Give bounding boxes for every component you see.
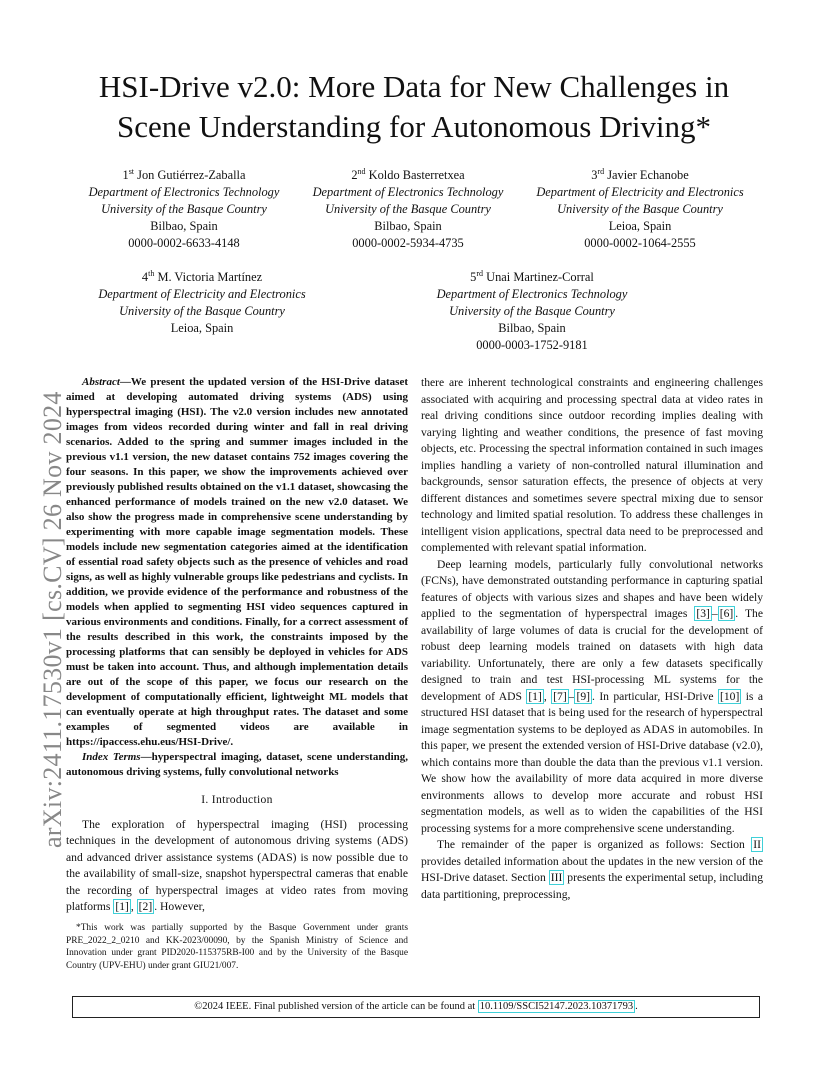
index-terms-text: —hyperspectral imaging, dataset, scene understanding, autonomous driving systems, fully convolutional networks bbox=[66, 751, 408, 778]
author-department: Department of Electricity and Electronics bbox=[98, 287, 306, 302]
author-city: Leioa, Spain bbox=[608, 219, 672, 234]
intro-paragraph-1: The exploration of hyperspectral imaging (HSI) processing techniques in the development of autonomous driving systems (ADS) and advanced driver assistance systems (ADAS) is now possible due to the availability of small-size, snapshot hyperspectral cameras that enable the recording of hyperspectral images at video rates from moving platforms [1] , [2] . However, bbox=[66, 817, 408, 913]
author-university: University of the Basque Country bbox=[101, 202, 267, 217]
section-heading-introduction: I. Introduction bbox=[201, 793, 273, 806]
paper-title bbox=[40, 67, 788, 147]
citation-link[interactable]: [10] bbox=[719, 689, 740, 703]
author-name: M. Victoria Martínez bbox=[157, 270, 263, 285]
abstract-text: —We present the updated version of the HSI-Drive dataset aimed at developing automated driving systems (ADS) using hyperspectral imaging (HSI). The v2.0 version includes new annotated images from videos recorded during winter and fall in real driving scenarios. Added to the spring and summer images included in the previous v1.1 version, the new dataset contains 752 images covering the four seasons. In this paper, we show the improvements achieved over previously published results obtained on the v1.1 dataset, showcasing the enhanced performance of models trained on the new v2.0 dataset. We also show the progress made in comprehensive scene understanding by experimenting with more capable image segmentation models. These models include new segmentation categories aimed at the identification of essential road safety objects such as the presence of vehicles and road signs, as well as highly vulnerable groups like pedestrians and cyclists. In addition, we provide evidence of the performance and robustness of the models when applied to segmenting HSI video sequences captured in various environments and conditions. Finally, for a correct assessment of the results described in this work, the constraints imposed by the processing platforms that can sensibly be deployed in vehicles for ADS must be taken into account. Thus, and although implementation details are out of the scope of this paper, we focus our research on the development of computationally efficient, lightweight ML models that can eventually operate at high throughput rates. The dataset and some examples of segmented videos are available in https://ipaccess.ehu.eus/HSI-Drive/. bbox=[66, 376, 408, 748]
author-city: Bilbao, Spain bbox=[374, 219, 442, 234]
author-department: Department of Electricity and Electronics bbox=[536, 185, 744, 200]
author-5: 5rd Unai Martinez-Corral Department of Electronics Technology University of the Basque Country Bilbao, Spain 0000-0003-1752-9181 bbox=[400, 265, 664, 354]
citation-link[interactable]: [1] bbox=[115, 900, 129, 913]
citation-link[interactable]: [7] bbox=[553, 689, 567, 703]
author-orcid: 0000-0003-1752-9181 bbox=[476, 338, 588, 353]
abstract bbox=[66, 375, 408, 750]
funding-footnote: *This work was partially supported by the Basque Government under grants PRE_2022_2_0210 and KK-2023/00090, by the Spanish Ministry of Science and Innovation under grant PID2020-115375RB-I00 and by the University of the Basque Country (UPV-EHU) under grant GIU21/007. bbox=[66, 923, 408, 971]
author-city: Bilbao, Spain bbox=[498, 321, 566, 336]
citation-link[interactable]: [6] bbox=[719, 607, 734, 620]
index-terms bbox=[66, 750, 408, 780]
author-city: Leioa, Spain bbox=[170, 321, 234, 336]
copyright-footer: ©2024 IEEE. Final published version of the article can be found at 10.1109/SSCI52147.2023.10371793 . bbox=[72, 996, 760, 1018]
author-4: 4th M. Victoria Martínez Department of Electricity and Electronics University of the Basque Country Leioa, Spain bbox=[62, 265, 342, 337]
author-1: 1st Jon Gutiérrez-Zaballa Department of Electronics Technology University of the Basque Country Bilbao, Spain 0000-0002-6633-4148 bbox=[72, 163, 296, 252]
author-orcid: 0000-0002-1064-2555 bbox=[584, 236, 696, 251]
intro-paragraph-3: Deep learning models, particularly fully convolutional networks (FCNs), have demonstrated outstanding performance in capturing spatial features of objects with various sizes and shapes and have been widely applied to the segmentation of hyperspectral images [3] – [6] . The availability of large volumes of data is crucial for the development of robust deep learning models trained on datasets with high data variability. Unfortunately, there are only a few datasets specifically designed to train and test HSI-processing ML systems for the development of ADS [1] , [7] – [9] . In particular, HSI-Drive [10] is a structured HSI dataset that is being used for the research of hyperspectral image segmentation systems to be deployed as ADAS in automobiles. In this paper, we present the extended version of HSI-Drive database (v2.0), which contains more than double the data than the previous v1.1 version. We show how the availability of more data acquired in more diverse environments allows to develop more accurate and robust HSI segmentation models, as well as to widen the capabilities of the HSI processing systems for a more comprehensive scene understanding. bbox=[421, 557, 763, 835]
intro-paragraph-2: there are inherent technological constraints and engineering challenges associated with acquiring and processing spectral data at video rates in real driving conditions since outdoor recording implies dealing with varying lighting and weather conditions, the presence of fast moving objects, etc. Processing the spectral information contained in such images implies handling a variety of non-controlled natural illumination and backgrounds, sensor saturation effects, the presence of objects at very different distances and sometimes severe spectral mixing due to sensor technology and limited spatial resolution. To address these challenges in intelligent vision applications, spectral data need to be preprocessed and complemented with relevant spatial information. bbox=[421, 376, 763, 554]
author-city: Bilbao, Spain bbox=[150, 219, 218, 234]
author-2: 2nd Koldo Basterretxea Department of Electronics Technology University of the Basque Country Bilbao, Spain 0000-0002-5934-4735 bbox=[296, 163, 520, 252]
citation-link[interactable]: [1] bbox=[528, 689, 542, 703]
abstract-label: Abstract bbox=[82, 376, 120, 388]
title-line-2: Scene Understanding for Autonomous Driving* bbox=[116, 109, 712, 144]
author-name: Jon Gutiérrez-Zaballa bbox=[137, 168, 246, 183]
author-name: Javier Echanobe bbox=[607, 168, 689, 183]
author-orcid: 0000-0002-6633-4148 bbox=[128, 236, 240, 251]
right-column bbox=[421, 375, 763, 903]
author-university: University of the Basque Country bbox=[325, 202, 491, 217]
section-link[interactable]: III bbox=[550, 871, 563, 884]
index-terms-label: Index Terms bbox=[82, 751, 141, 763]
author-3: 3rd Javier Echanobe Department of Electricity and Electronics University of the Basque Country Leioa, Spain 0000-0002-1064-2555 bbox=[520, 163, 760, 252]
intro-paragraph-4: The remainder of the paper is organized as follows: Section II provides detailed information about the updates in the new version of the HSI-Drive dataset. Section III presents the experimental setup, including data partitioning, preprocessing, bbox=[421, 838, 764, 901]
author-department: Department of Electronics Technology bbox=[436, 287, 628, 302]
author-university: University of the Basque Country bbox=[119, 304, 285, 319]
citation-link[interactable]: [9] bbox=[576, 689, 591, 703]
left-column bbox=[66, 375, 408, 916]
author-university: University of the Basque Country bbox=[449, 304, 615, 319]
citation-link[interactable]: [2] bbox=[138, 900, 153, 913]
author-name: Koldo Basterretxea bbox=[368, 168, 465, 183]
title-line-1: HSI-Drive v2.0: More Data for New Challenges in bbox=[98, 69, 730, 104]
author-university: University of the Basque Country bbox=[557, 202, 723, 217]
citation-link[interactable]: [3] bbox=[696, 607, 710, 620]
doi-link[interactable]: 10.1109/SSCI52147.2023.10371793 bbox=[479, 1001, 634, 1012]
author-orcid: 0000-0002-5934-4735 bbox=[352, 236, 464, 251]
author-department: Department of Electronics Technology bbox=[312, 185, 504, 200]
author-department: Department of Electronics Technology bbox=[88, 185, 280, 200]
section-link[interactable]: II bbox=[753, 838, 761, 851]
author-name: Unai Martinez-Corral bbox=[486, 270, 594, 285]
